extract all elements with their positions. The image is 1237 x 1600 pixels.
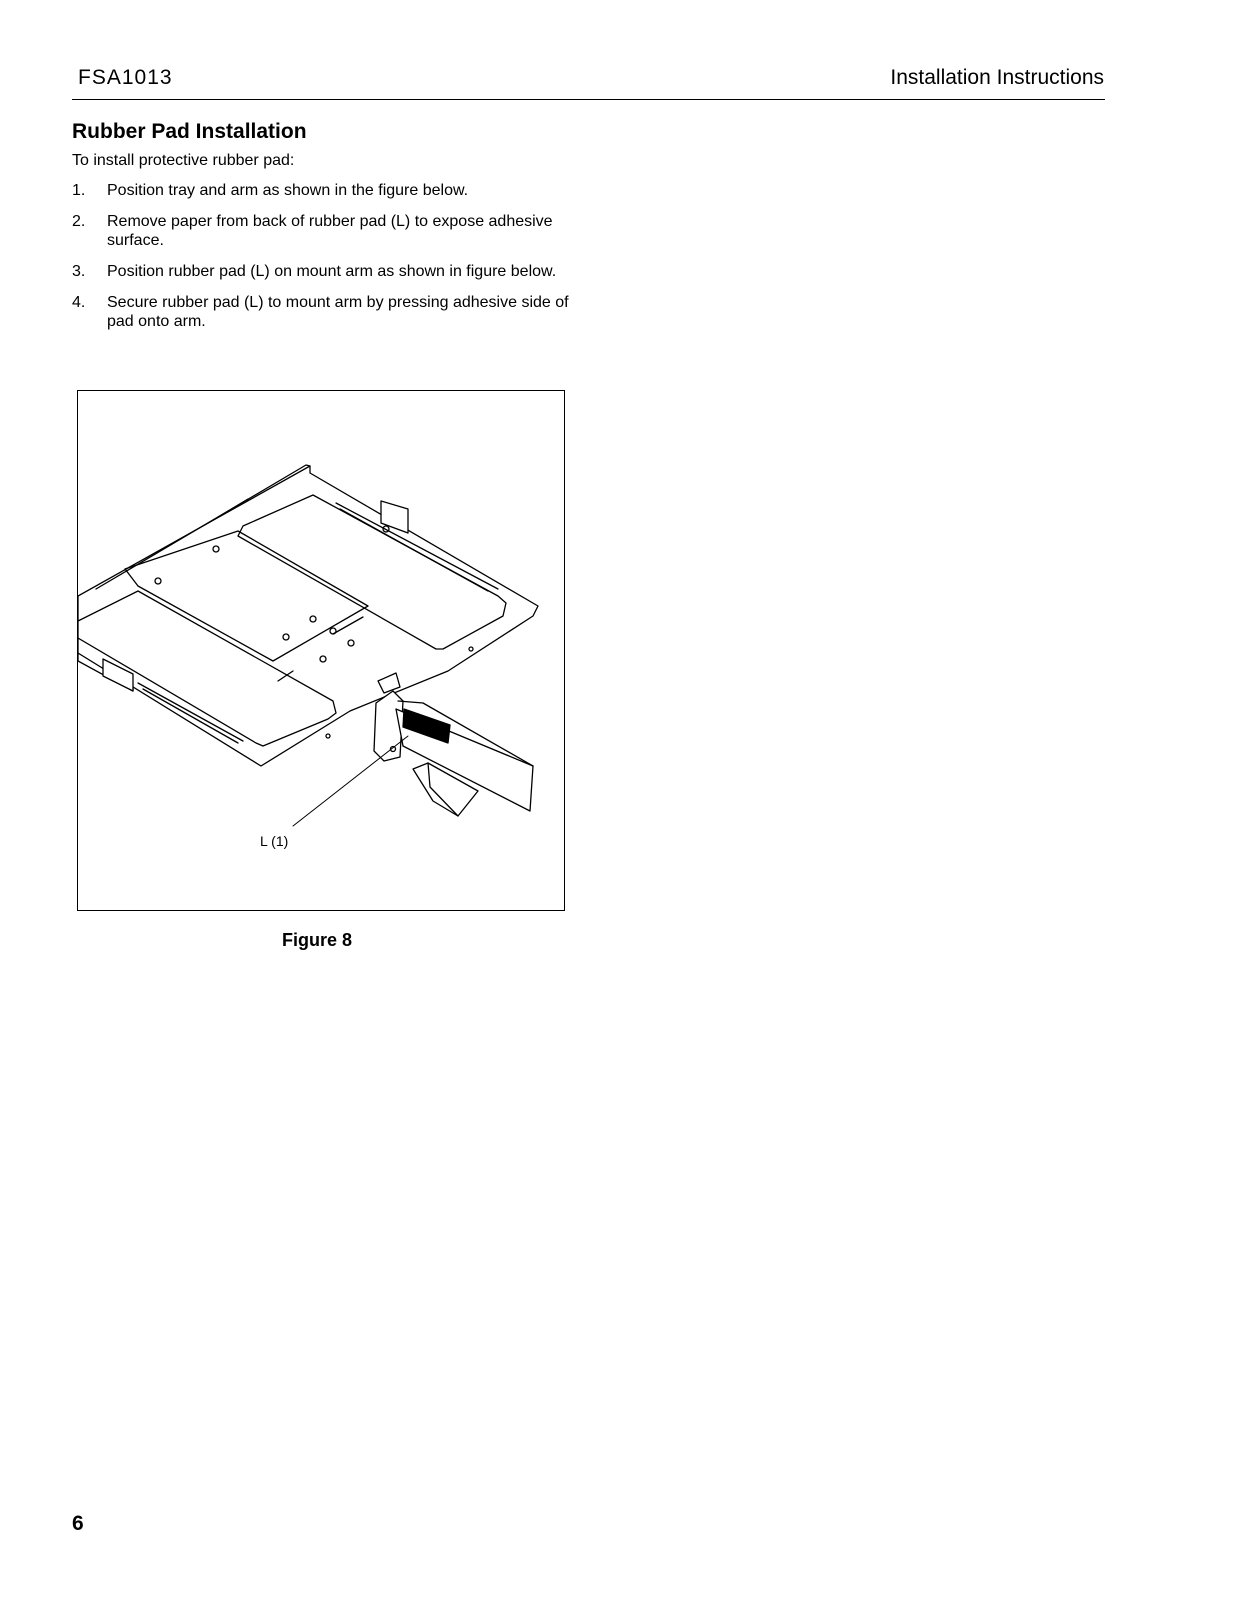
step-text: Position rubber pad (L) on mount arm as shown in figure below. [107,263,557,280]
step-text: Secure rubber pad (L) to mount arm by pressing adhesive side of pad onto arm. [107,294,569,330]
document-id: FSA1013 [78,66,173,89]
step-item [72,262,572,281]
step-number: 1. [72,182,86,199]
step-item [72,293,572,331]
step-text: Remove paper from back of rubber pad (L) to expose adhesive surface. [107,213,553,249]
step-item [72,181,572,200]
figure-frame [77,390,565,911]
page-number: 6 [72,1512,84,1535]
header-divider [72,99,1105,100]
step-number: 2. [72,213,86,230]
instruction-steps [72,181,572,343]
section-title: Rubber Pad Installation [72,120,307,143]
callout-label: L (1) [260,833,289,849]
step-number: 3. [72,263,86,280]
intro-text: To install protective rubber pad: [72,152,295,169]
document-type: Installation Instructions [890,66,1104,89]
figure-caption: Figure 8 [282,930,353,950]
step-item [72,212,572,250]
tray-arm-illustration [78,391,564,910]
step-number: 4. [72,294,86,311]
step-text: Position tray and arm as shown in the figure below. [107,182,469,199]
